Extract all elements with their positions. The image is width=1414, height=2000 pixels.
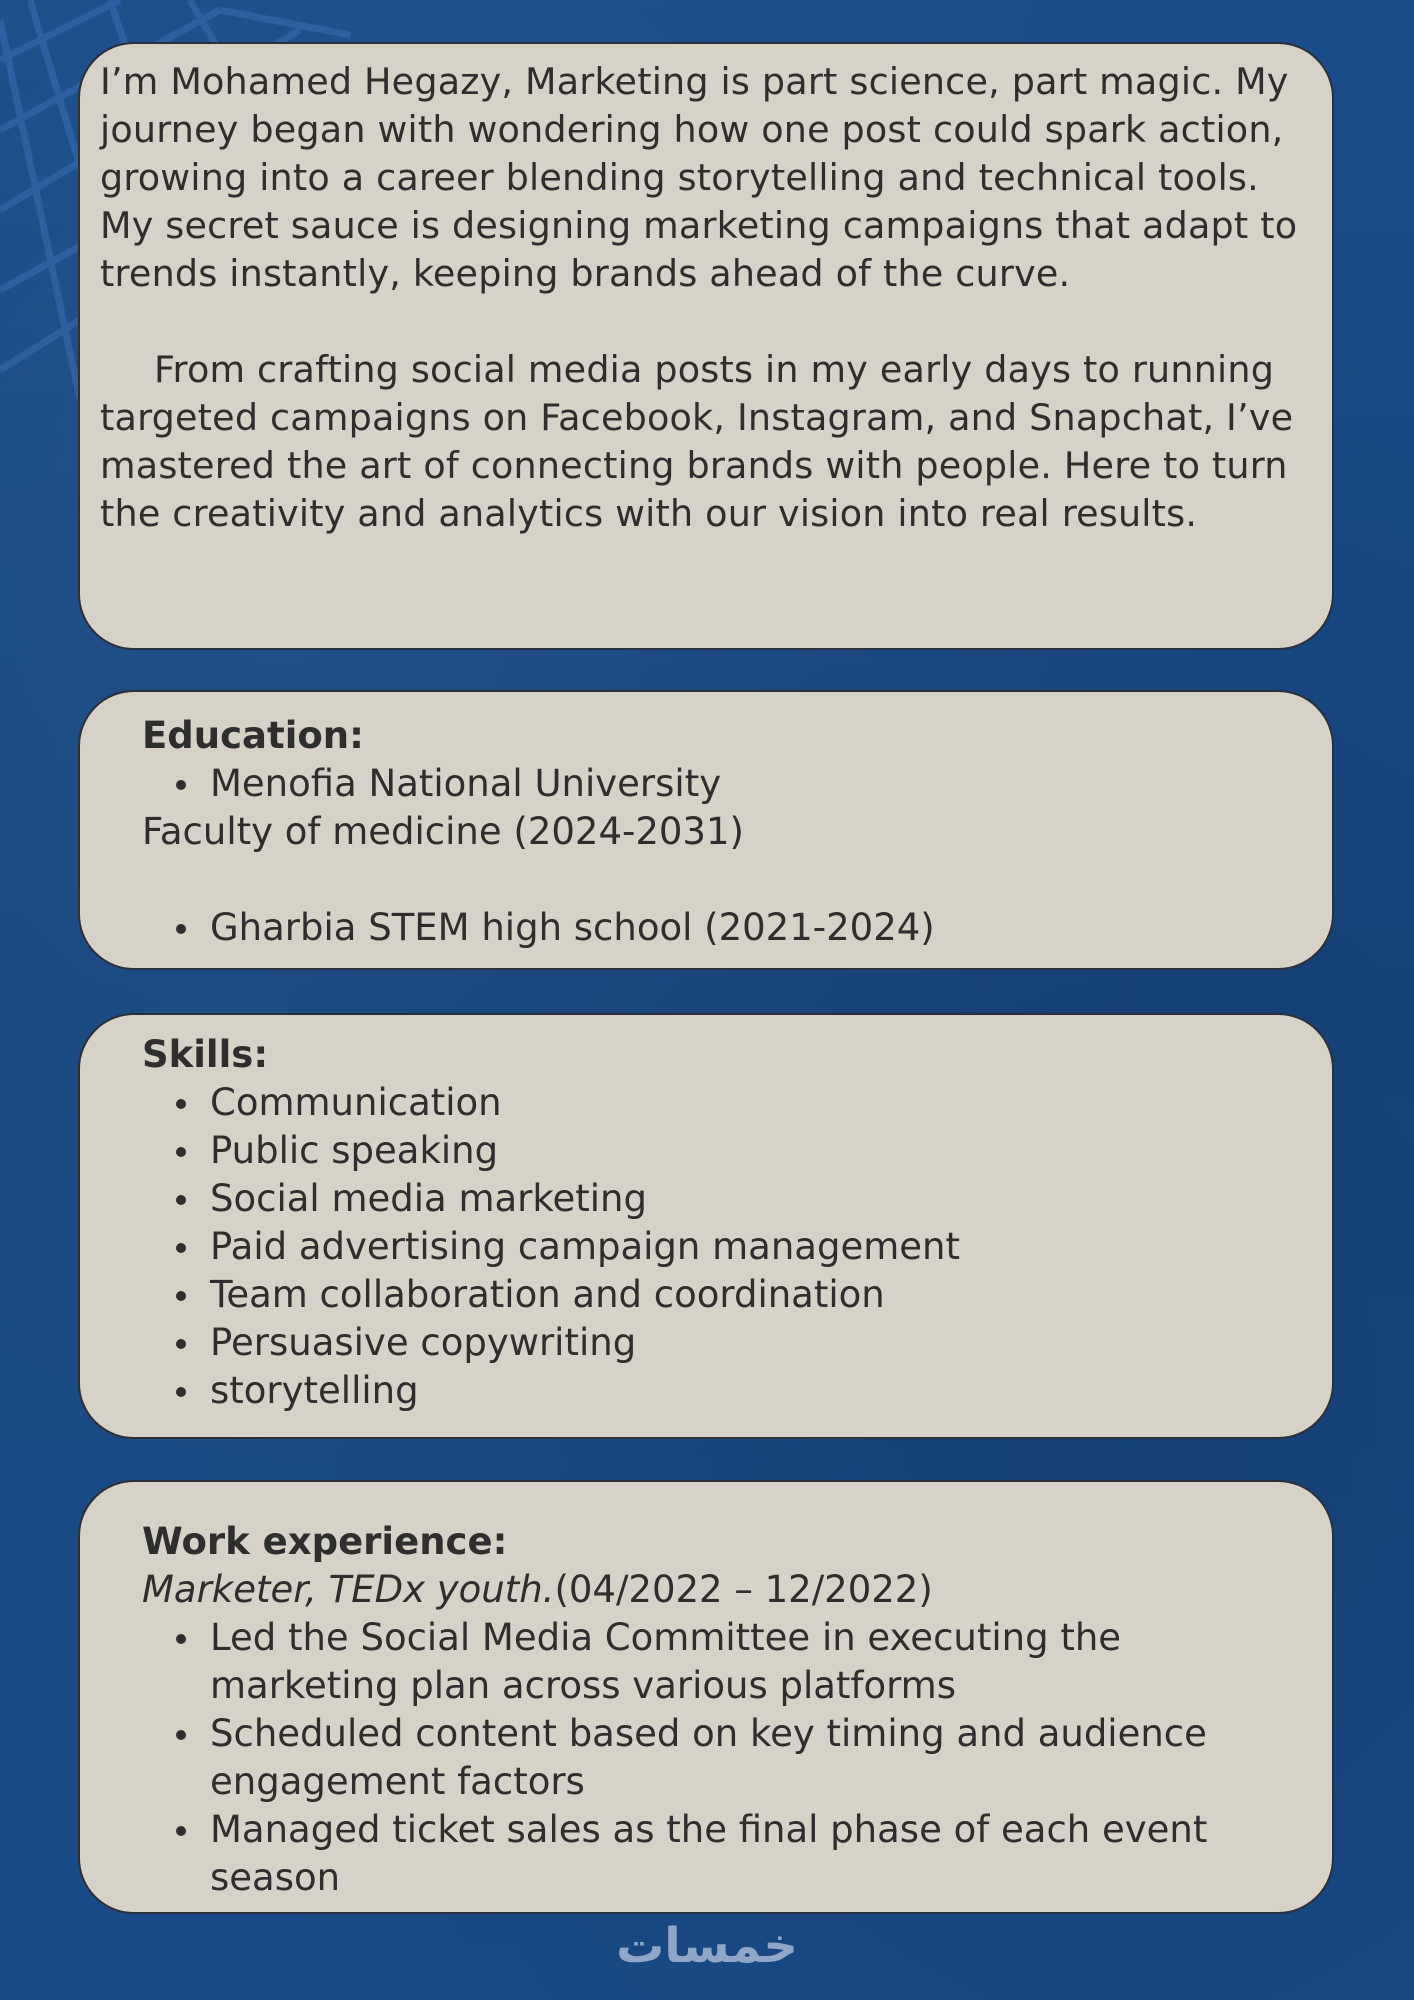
skills-list <box>142 1079 1292 1415</box>
education-item-2: Gharbia STEM high school (2021-2024) <box>142 904 1292 952</box>
skills-heading: Skills: <box>142 1033 269 1076</box>
work-item: Scheduled content based on key timing and audience engagement factors <box>142 1710 1292 1806</box>
education-item-1-detail: Faculty of medicine (2024-2031) <box>142 810 744 853</box>
skill-item: Communication <box>142 1079 1292 1127</box>
work-heading: Work experience: <box>142 1520 508 1563</box>
skill-item: Persuasive copywriting <box>142 1319 1292 1367</box>
education-list <box>142 760 1292 808</box>
work-dates: (04/2022 – 12/2022) <box>554 1568 933 1611</box>
skill-item: Public speaking <box>142 1127 1292 1175</box>
skill-item: Team collaboration and coordination <box>142 1271 1292 1319</box>
education-card <box>78 690 1334 970</box>
skill-item: storytelling <box>142 1367 1292 1415</box>
work-role: Marketer, TEDx youth. <box>142 1568 555 1611</box>
education-heading: Education: <box>142 714 364 757</box>
about-paragraph-1: I’m Mohamed Hegazy, Marketing is part science, part magic. My journey began with wondering how one post could spark action, growing into a career blending storytelling and technical tools. My secret sauce is designing marketing campaigns that adapt to trends instantly, keeping brands ahead of the curve. <box>100 60 1298 295</box>
education-list-2 <box>142 904 1292 952</box>
skill-item: Paid advertising campaign management <box>142 1223 1292 1271</box>
about-card <box>78 42 1334 650</box>
work-list <box>142 1614 1292 1902</box>
work-item: Managed ticket sales as the final phase of each event season <box>142 1806 1292 1902</box>
skills-card <box>78 1013 1334 1439</box>
work-role-line <box>142 1566 1292 1614</box>
work-experience-card <box>78 1480 1334 1914</box>
education-item-1: Menofia National University <box>142 760 1292 808</box>
watermark-logo: خمسات <box>616 1918 798 1974</box>
about-paragraph-2 <box>100 346 1300 538</box>
about-paragraph-2-text: From crafting social media posts in my early days to running targeted campaigns on Facebook, Instagram, and Snapchat, I’ve mastered the art of connecting brands with people. Here to turn the creativity and analytics with our vision into real results. <box>100 348 1294 535</box>
work-item: Led the Social Media Committee in executing the marketing plan across various platforms <box>142 1614 1292 1710</box>
skill-item: Social media marketing <box>142 1175 1292 1223</box>
